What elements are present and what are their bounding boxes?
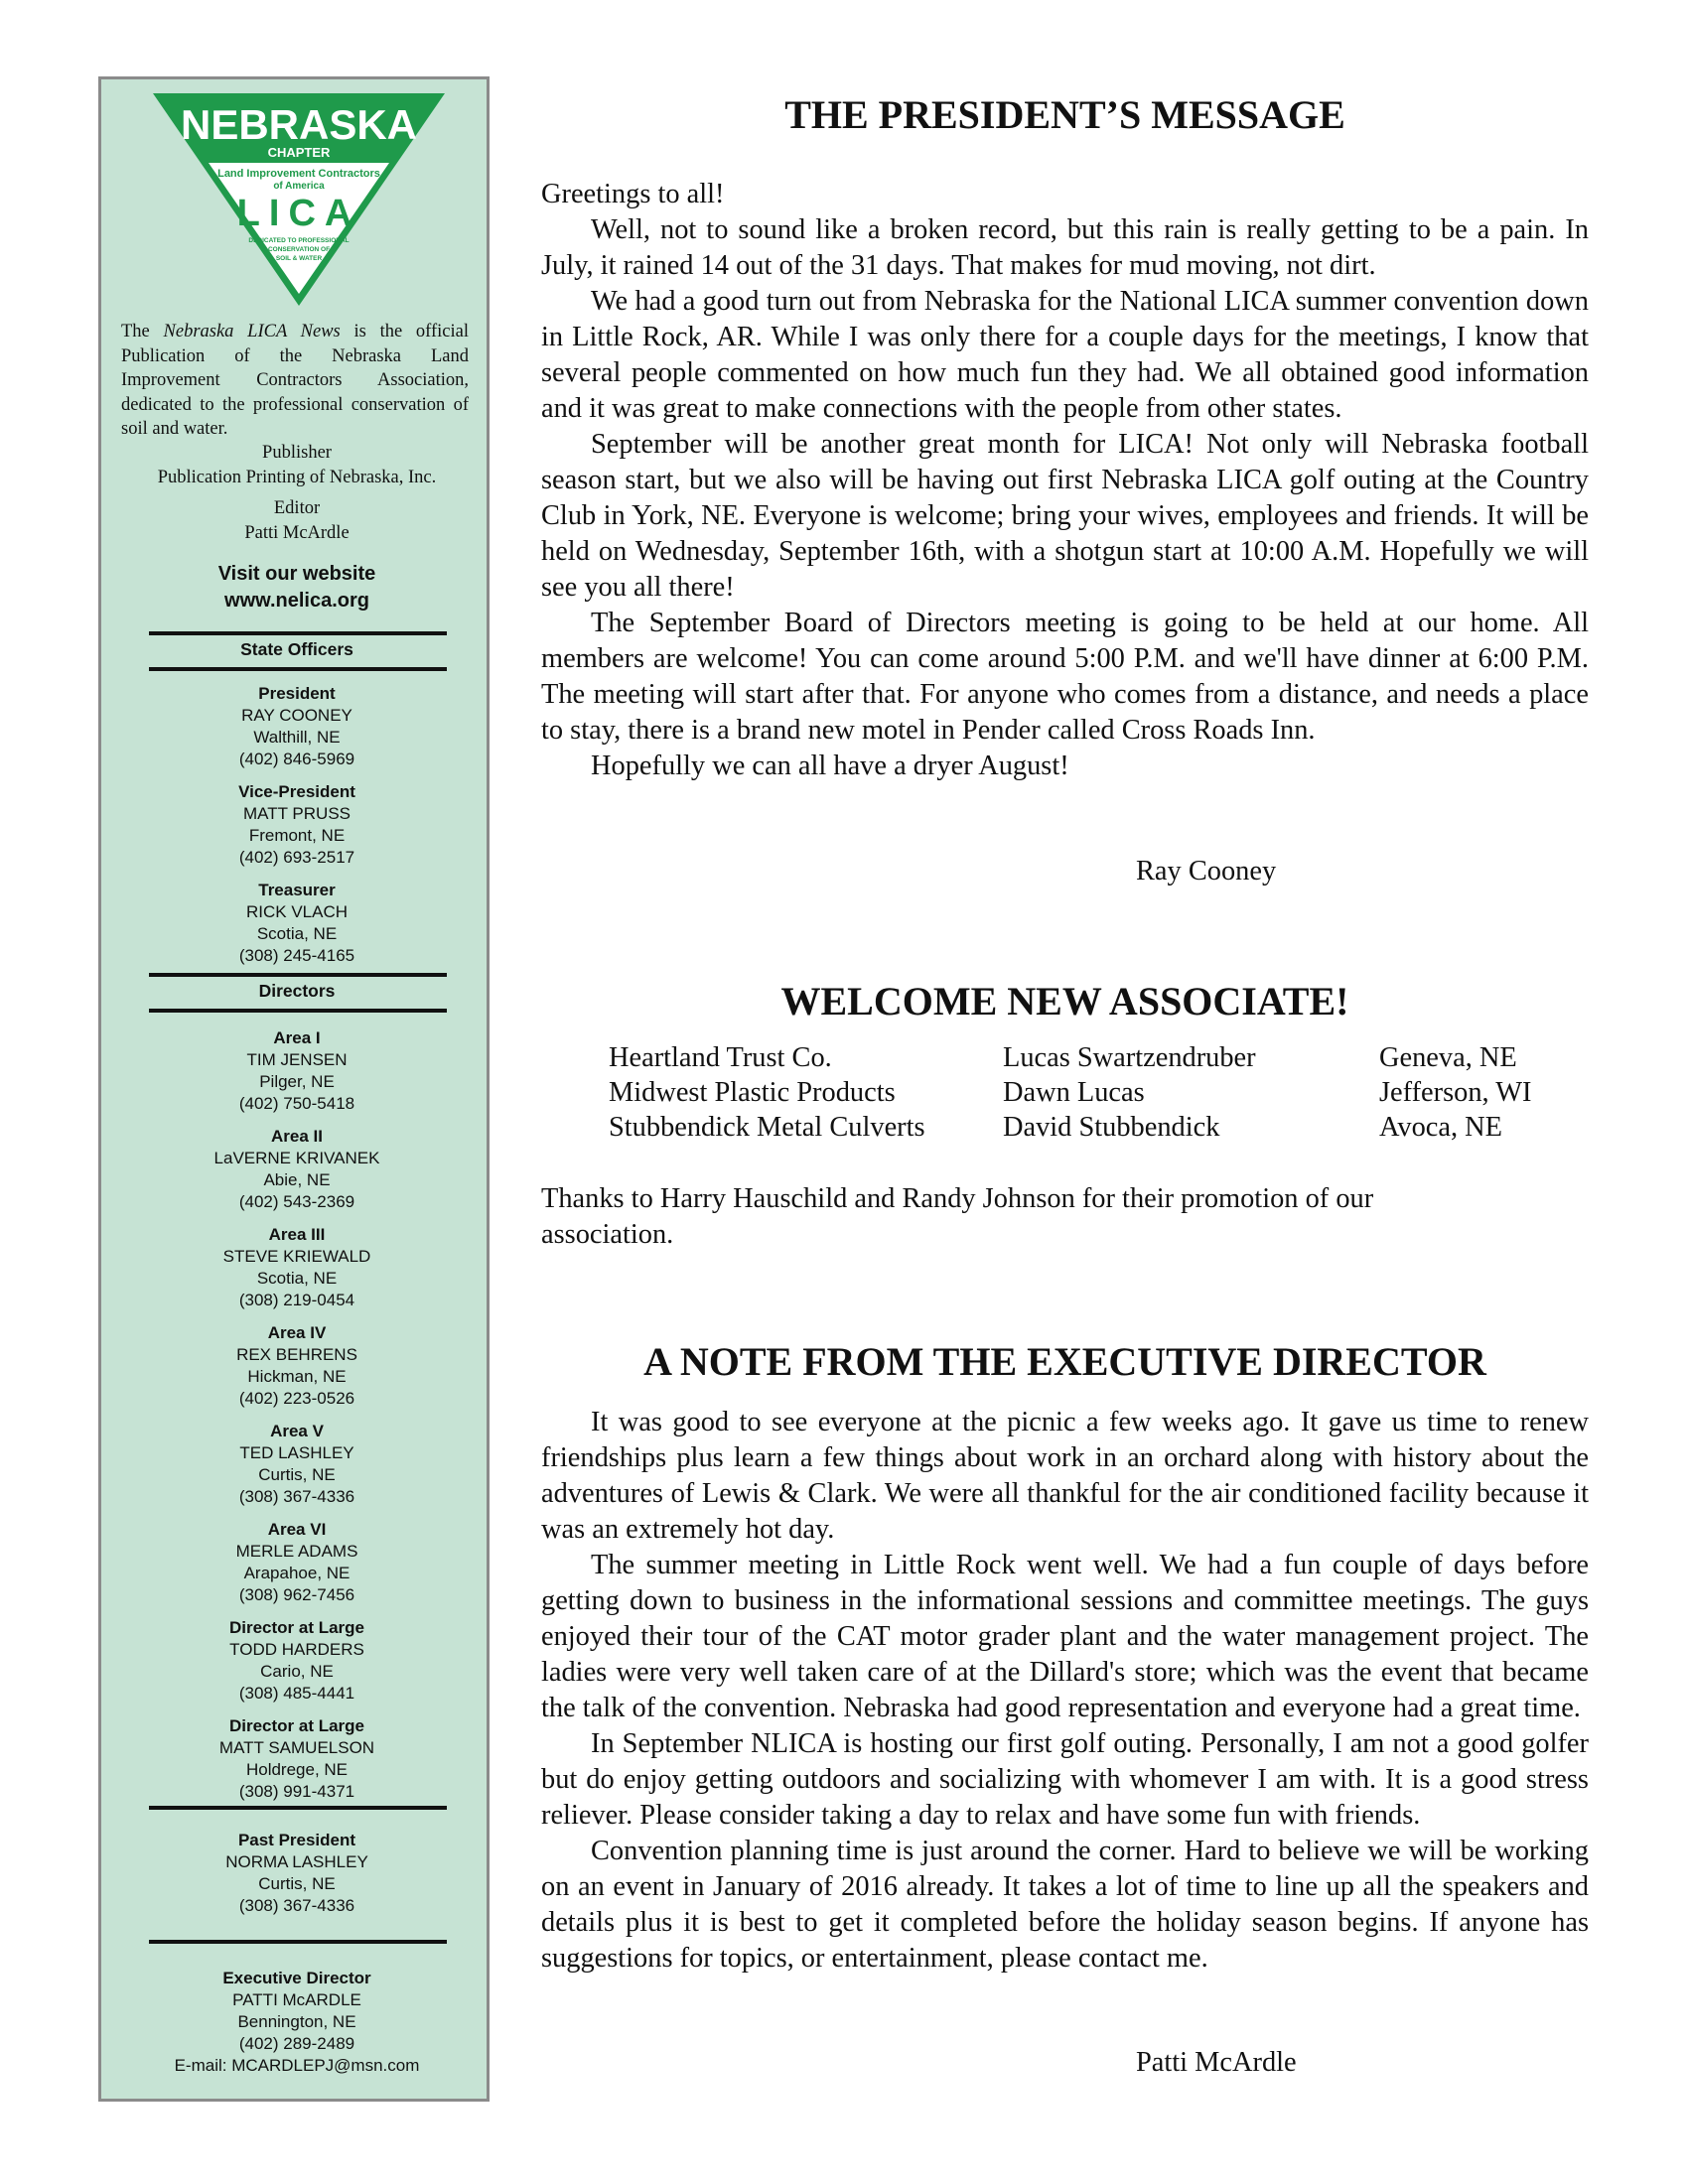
associate-location: Avoca, NE	[1379, 1112, 1503, 1143]
officer-city: Abie, NE	[263, 1170, 331, 1189]
logo-title: NEBRASKA	[180, 101, 418, 148]
associate-company: Midwest Plastic Products	[609, 1077, 896, 1108]
executive-director-name: PATTI McARDLE	[232, 1990, 361, 2009]
publication-intro	[121, 320, 469, 442]
divider	[149, 1940, 447, 1944]
officer-role: Area I	[273, 1028, 321, 1047]
officer-city: Scotia, NE	[256, 924, 338, 943]
officer-role: Area II	[271, 1127, 323, 1146]
officer-entry	[101, 683, 492, 770]
executive-note-title: A NOTE FROM THE EXECUTIVE DIRECTOR	[643, 1339, 1486, 1384]
paragraph: September will be another great month for LICA! Not only will Nebraska football season start, but we also will be having out first Nebraska LICA golf outing at the Country Club in York, NE. Everyone is welcome; bring your wives, employees and friends. It will be held on Wednesday, September 16th, with a shotgun start at 10:00 A.M. Hopefully we will see you all there!	[541, 429, 1589, 603]
officer-entry	[101, 1421, 492, 1508]
publisher-label: Publisher	[262, 443, 332, 463]
intro-publication-name: Nebraska LICA News	[163, 322, 341, 341]
executive-signature: Patti McArdle	[1136, 2047, 1297, 2078]
officer-role: Treasurer	[258, 881, 336, 899]
paragraph: We had a good turn out from Nebraska for the National LICA summer convention down in Little Rock, AR. While I was only there for a couple days for the meetings, I know that several people commented on how much fun they had. We all obtained good information and it was great to make connections with the people from other states.	[541, 286, 1589, 424]
officer-phone: (308) 367-4336	[238, 1487, 355, 1506]
welcome-title: WELCOME NEW ASSOCIATE!	[780, 979, 1349, 1024]
nebraska-lica-logo	[151, 91, 447, 308]
officer-phone: (308) 962-7456	[238, 1585, 355, 1604]
officer-city: Walthill, NE	[253, 728, 341, 747]
paragraph: In September NLICA is hosting our first golf outing. Personally, I am not a good golfer but do enjoy getting outdoors and socializing with whomever I am with. It is a good stress reliever. Please consider taking a day to relax and have some fun with friends.	[541, 1728, 1589, 1831]
associate-contact: David Stubbendick	[1003, 1112, 1220, 1143]
officer-phone: (402) 223-0526	[238, 1389, 355, 1408]
paragraph: The September Board of Directors meeting is going to be held at our home. All members are welcome! You can come around 5:00 P.M. and we'll have dinner at 6:00 P.M. The meeting will start after that. For anyone who comes from a distance, and needs a place to stay, there is a brand new motel in Pender called Cross Roads Inn.	[541, 608, 1589, 746]
officer-name: RICK VLACH	[245, 902, 349, 921]
publisher-name: Publication Printing of Nebraska, Inc.	[157, 468, 437, 487]
executive-note-body	[541, 1405, 1589, 1977]
officer-phone: (402) 543-2369	[238, 1192, 355, 1211]
past-president-block	[101, 1830, 492, 1917]
logo-motto-line3: SOIL & WATER	[275, 255, 323, 262]
officer-role: Director at Large	[228, 1716, 365, 1735]
officer-city: Cario, NE	[260, 1662, 334, 1681]
officer-name: MERLE ADAMS	[235, 1542, 358, 1561]
list-item	[0, 1042, 1688, 1078]
officer-name: MATT SAMUELSON	[218, 1738, 375, 1757]
logo-org-line1: Land Improvement Contractors	[217, 168, 380, 180]
officer-name: TIM JENSEN	[246, 1050, 348, 1069]
editor-label: Editor	[273, 498, 321, 518]
officer-role: President	[258, 684, 336, 703]
divider	[149, 1806, 447, 1810]
executive-director-city: Bennington, NE	[237, 2012, 356, 2031]
past-president-role: Past President	[237, 1831, 356, 1849]
logo-chapter: CHAPTER	[267, 145, 331, 160]
officer-city: Scotia, NE	[256, 1269, 338, 1288]
officer-entry	[101, 1224, 492, 1311]
president-signature: Ray Cooney	[1136, 856, 1277, 887]
executive-director-phone: (402) 289-2489	[238, 2034, 355, 2053]
officer-phone: (308) 245-4165	[238, 946, 355, 965]
officer-entry	[101, 1715, 492, 1803]
past-president-city: Curtis, NE	[258, 1874, 336, 1893]
officer-entry	[101, 1519, 492, 1606]
logo-org-line2: of America	[273, 181, 325, 192]
state-officers-heading: State Officers	[240, 639, 353, 659]
divider	[149, 667, 447, 671]
officer-phone: (308) 485-4441	[238, 1684, 355, 1703]
presidents-message-body	[541, 177, 1589, 784]
list-item	[0, 1112, 1688, 1148]
divider	[149, 973, 447, 977]
executive-director-block	[101, 1968, 492, 2077]
past-president-phone: (308) 367-4336	[238, 1896, 355, 1915]
officer-city: Curtis, NE	[258, 1465, 336, 1484]
associate-contact: Lucas Swartzendruber	[1003, 1042, 1256, 1073]
visit-label: Visit our website	[217, 563, 376, 585]
officer-phone: (402) 693-2517	[238, 848, 355, 867]
intro-suffix: is the official Publication of the Nebraska Land Improvement Contractors Association, dedicated to the professional conservation of soil and water.	[121, 322, 469, 439]
logo-motto-line2: CONSERVATION OF	[267, 246, 331, 253]
officer-role: Area IV	[267, 1323, 327, 1342]
officer-name: REX BEHRENS	[236, 1345, 357, 1364]
officer-entry	[101, 1322, 492, 1410]
associate-company: Stubbendick Metal Culverts	[609, 1112, 925, 1143]
officer-role: Area V	[270, 1422, 324, 1440]
divider	[149, 631, 447, 635]
officer-phone: (308) 219-0454	[238, 1291, 355, 1309]
officer-entry	[101, 781, 492, 869]
officer-name: RAY COONEY	[241, 706, 352, 725]
presidents-message-title: THE PRESIDENT’S MESSAGE	[784, 92, 1345, 137]
officer-name: TODD HARDERS	[229, 1640, 364, 1659]
executive-director-email[interactable]: E-mail: MCARDLEPJ@msn.com	[174, 2056, 420, 2075]
website-link[interactable]: www.nelica.org	[224, 590, 369, 612]
officer-city: Pilger, NE	[259, 1072, 335, 1091]
paragraph: Hopefully we can all have a dryer August!	[591, 751, 1069, 781]
officer-city: Hickman, NE	[247, 1367, 347, 1386]
paragraph: The summer meeting in Little Rock went well. We had a fun couple of days before getting down to business in the informational sessions and committee meetings. The guys enjoyed their tour of the CAT motor grader plant and the water management project. The ladies were very well taken care of at the Dillard's store; which was the event that became the talk of the convention. Nebraska had good representation and everyone had a great time.	[541, 1550, 1589, 1723]
list-item	[0, 1077, 1688, 1113]
associate-location: Geneva, NE	[1379, 1042, 1517, 1073]
officer-name: STEVE KRIEWALD	[222, 1247, 371, 1266]
officer-city: Fremont, NE	[248, 826, 346, 845]
officer-entry	[101, 880, 492, 967]
greeting: Greetings to all!	[541, 179, 725, 209]
editor-block	[101, 496, 492, 546]
officer-name: LaVERNE KRIVANEK	[213, 1149, 380, 1167]
logo-motto-line1: DEDICATED TO PROFESSIONAL	[248, 237, 350, 244]
editor-name: Patti McArdle	[244, 523, 350, 543]
officer-entry	[101, 1617, 492, 1705]
intro-prefix: The	[121, 322, 164, 341]
publisher-block	[101, 441, 492, 490]
logo-acronym: LICA	[236, 193, 361, 234]
officer-phone: (402) 846-5969	[238, 750, 355, 768]
associate-company: Heartland Trust Co.	[609, 1042, 832, 1073]
officer-phone: (308) 991-4371	[238, 1782, 355, 1801]
officer-city: Holdrege, NE	[245, 1760, 349, 1779]
divider	[149, 1009, 447, 1013]
directors-heading: Directors	[258, 981, 336, 1001]
officer-phone: (402) 750-5418	[238, 1094, 355, 1113]
officer-role: Area III	[268, 1225, 326, 1244]
associate-contact: Dawn Lucas	[1003, 1077, 1145, 1108]
past-president-name: NORMA LASHLEY	[225, 1852, 368, 1871]
officer-role: Director at Large	[228, 1618, 365, 1637]
officer-role: Vice-President	[238, 782, 355, 801]
paragraph: Convention planning time is just around the corner. Hard to believe we will be working on an event in January of 2016 already. It takes a lot of time to line up all the speakers and details plus it is best to get it completed before the holiday season begins. If anyone has suggestions for topics, or entertainment, please contact me.	[541, 1836, 1589, 1974]
paragraph: Well, not to sound like a broken record, but this rain is really getting to be a pain. In July, it rained 14 out of the 31 days. That makes for mud moving, not dirt.	[541, 214, 1589, 281]
welcome-thanks: Thanks to Harry Hauschild and Randy Johnson for their promotion of our association.	[541, 1183, 1374, 1250]
officer-name: MATT PRUSS	[243, 804, 351, 823]
officer-name: TED LASHLEY	[239, 1443, 354, 1462]
paragraph: It was good to see everyone at the picnic a few weeks ago. It gave us time to renew friendships plus learn a few things about work in an orchard along with history about the adventures of Lewis & Clark. We were all thankful for the air conditioned facility because it was an extremely hot day.	[541, 1407, 1589, 1545]
associate-location: Jefferson, WI	[1379, 1077, 1532, 1108]
website-block	[101, 561, 492, 614]
executive-director-role: Executive Director	[222, 1969, 371, 1987]
officer-city: Arapahoe, NE	[243, 1564, 351, 1582]
officer-role: Area VI	[267, 1520, 327, 1539]
